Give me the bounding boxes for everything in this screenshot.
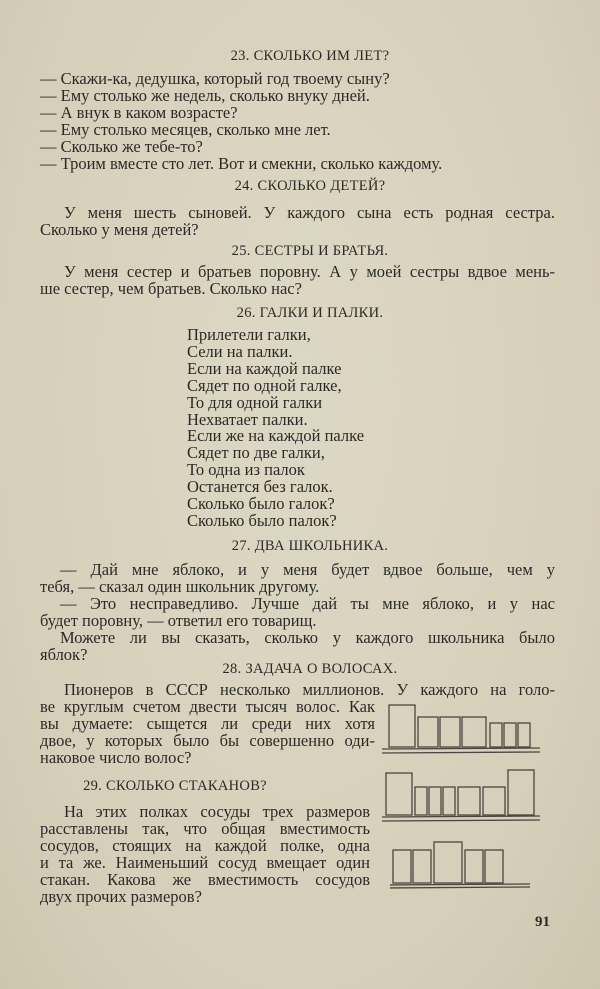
poem-line: Сели на палки. (187, 341, 293, 361)
poem-line: То для одной галки (187, 392, 323, 412)
text-line: — Ему столько же недель, сколько внуку дней. (40, 85, 370, 105)
heading-23: 23. СКОЛЬКО ИМ ЛЕТ? (230, 48, 390, 64)
poem-line: Если на каждой палке (187, 358, 342, 378)
text-27 (40, 562, 555, 663)
poem-line: То одна из палок (187, 460, 305, 480)
text-25 (40, 264, 555, 298)
heading-24: 24. СКОЛЬКО ДЕТЕЙ? (234, 178, 386, 194)
text-line: вы думаете: сыщется ли среди них хотя (40, 713, 375, 733)
poem-line: Останется без галок. (187, 477, 333, 497)
text-line: тебя, — сказал один школьник другому. (40, 576, 320, 596)
page-number: 91 (535, 914, 550, 930)
poem-line: Прилетели галки, (187, 325, 311, 344)
shelf-3-illustration (390, 840, 550, 900)
poem-line: Сколько было палок? (187, 510, 337, 530)
text-line: и та же. Наименьший сосуд вмещает один (40, 852, 370, 872)
text-line: яблок? (40, 644, 88, 664)
text-line: расставлены так, что общая вместимость (40, 818, 370, 838)
text-line: двух прочих размеров? (40, 886, 202, 906)
text-line: двое, у которых было бы совершенно оди- (40, 730, 375, 750)
text-line: Можете ли вы сказать, сколько у каждого школьника было (60, 627, 555, 647)
shelf-2-illustration (380, 768, 540, 828)
poem-line: Нехватает палки. (187, 409, 308, 429)
text-24 (40, 205, 555, 239)
text-line: У меня сестер и братьев поровну. А у моей сестры вдвое мень- (64, 262, 555, 281)
text-line: — Это несправедливо. Лучше дай ты мне яблоко, и у нас (60, 593, 555, 613)
text-line: — А внук в каком возрасте? (40, 102, 238, 122)
text-line: ве круглым счетом двести тысяч волос. Как (40, 696, 375, 716)
text-line: — Скажи-ка, дедушка, который год твоему сыну? (40, 69, 390, 88)
poem-line: Если же на каждой палке (187, 426, 365, 446)
text-line: У меня шесть сыновей. У каждого сына есть родная сестра. (64, 203, 555, 222)
text-line: наковое число волос? (40, 747, 192, 767)
text-line: — Сколько же тебе-то? (40, 136, 203, 156)
text-line: сосудов, стоящих на каждой полке, одна (40, 835, 370, 855)
text-23 (40, 71, 555, 172)
text-line: — Дай мне яблоко, и у меня будет вдвое больше, чем у (60, 560, 555, 579)
text-line: Сколько у меня детей? (40, 219, 199, 239)
heading-27: 27. ДВА ШКОЛЬНИКА. (231, 538, 389, 554)
text-line: На этих полках сосуды трех размеров (64, 802, 370, 821)
text-line: будет поровну, — ответил его товарищ. (40, 610, 317, 630)
poem-line: Сядет по две галки, (187, 443, 325, 463)
text-line: Пионеров в СССР несколько миллионов. У каждого на голо- (64, 680, 555, 699)
shelf-1-illustration (380, 700, 540, 760)
text-line: — Ему столько месяцев, сколько мне лет. (40, 119, 331, 139)
heading-29: 29. СКОЛЬКО СТАКАНОВ? (83, 778, 267, 794)
heading-28: 28. ЗАДАЧА О ВОЛОСАХ. (222, 661, 398, 677)
heading-25: 25. СЕСТРЫ И БРАТЬЯ. (231, 243, 389, 259)
heading-26: 26. ГАЛКИ И ПАЛКИ. (236, 305, 384, 321)
poem-line: Сколько было галок? (187, 494, 335, 514)
poem-line: Сядет по одной галке, (187, 375, 342, 395)
text-line: — Троим вместе сто лет. Вот и смекни, сколько каждому. (40, 153, 443, 173)
text-line: ше сестер, чем братьев. Сколько нас? (40, 278, 302, 298)
text-line: стакан. Какова же вместимость сосудов (40, 869, 370, 889)
poem-26 (187, 327, 427, 530)
text-29 (40, 804, 370, 905)
